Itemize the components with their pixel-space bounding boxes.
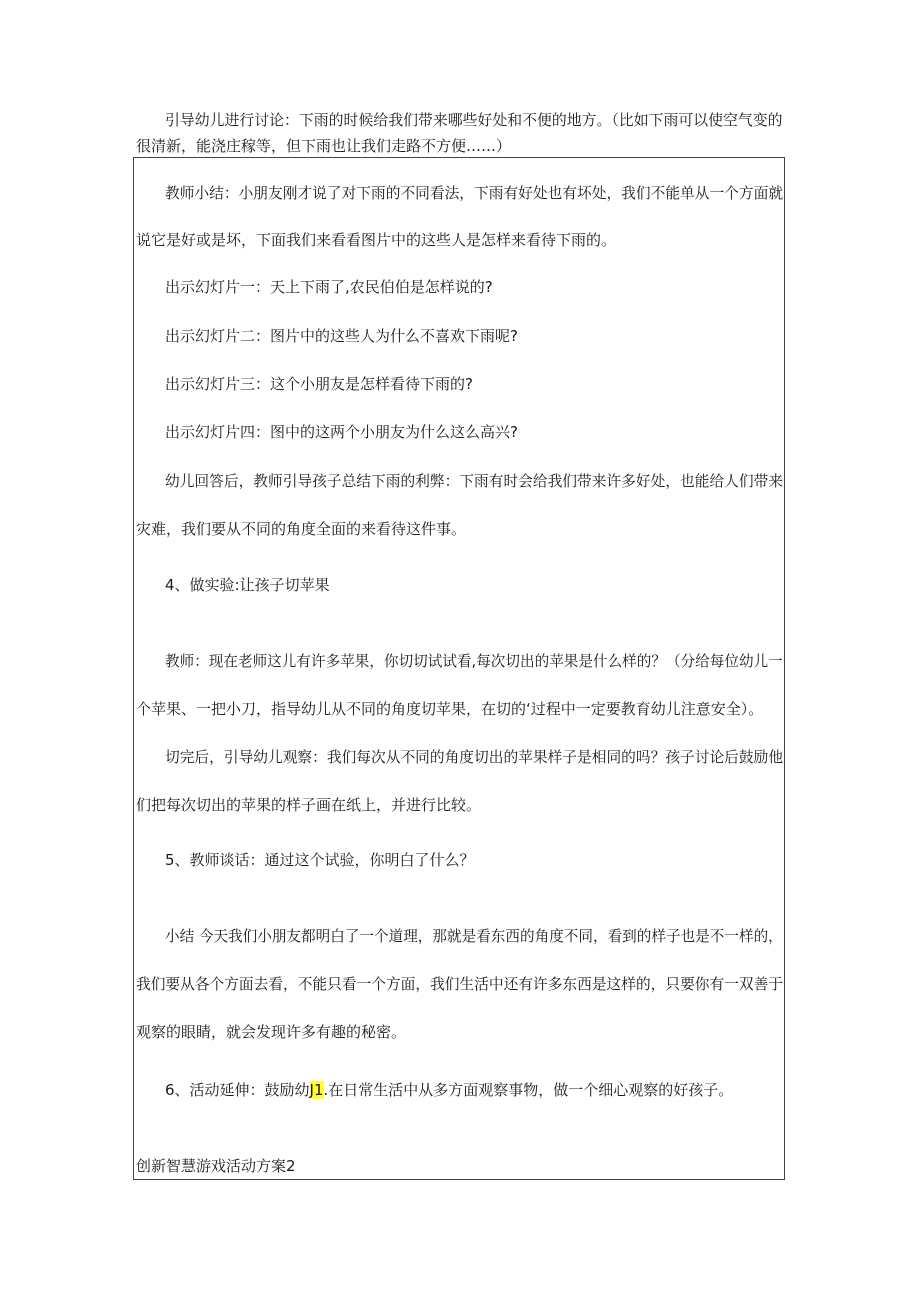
step-5: 5、教师谈话：通过这个试验，你明白了什么？ [165, 851, 475, 869]
slide-3: 出示幻灯片三：这个小朋友是怎样看待下雨的? [165, 375, 473, 393]
slide-1: 出示幻灯片一：天上下雨了,农民伯伯是怎样说的? [165, 278, 493, 296]
conclusion-line-2: 我们要从各个方面去看，不能只看一个方面，我们生活中还有许多东西是这样的，只要你有一双善于 [136, 975, 784, 993]
slide-4: 出示幻灯片四：图中的这两个小朋友为什么这么高兴? [165, 423, 518, 441]
step-6 [165, 1080, 733, 1100]
teacher-line-1: 教师：现在老师这儿有许多苹果，你切切试试看,每次切出的苹果是什么样的？（分给每位幼儿一 [165, 652, 783, 670]
intro-line-2: 很清新，能浇庄稼等，但下雨也让我们走路不方便……） [136, 137, 512, 155]
step-6-text-start: 6、活动延伸：鼓励幼 [165, 1081, 310, 1099]
answer-line-2: 灾难，我们要从不同的角度全面的来看待这件事。 [136, 520, 467, 538]
next-section-title: 创新智慧游戏活动方案2 [136, 1157, 296, 1175]
summary-line-2: 说它是好或是坏，下面我们来看看图片中的这些人是怎样来看待下雨的。 [136, 231, 617, 249]
conclusion-line-1: 小结 今天我们小朋友都明白了一个道理，那就是看东西的角度不同，看到的样子也是不一样的， [165, 927, 783, 945]
conclusion-line-3: 观察的眼睛，就会发现许多有趣的秘密。 [136, 1023, 407, 1041]
teacher-line-2: 个苹果、一把小刀，指导幼儿从不同的角度切苹果，在切的‘过程中一定要教育幼儿注意安全）。 [136, 700, 764, 718]
step-6-highlight: J1 [309, 1081, 324, 1099]
step-4: 4、做实验:让孩子切苹果 [165, 576, 330, 594]
after-line-1: 切完后，引导幼儿观察：我们每次从不同的角度切出的苹果样子是相同的吗？孩子讨论后鼓励他 [165, 748, 784, 766]
summary-line-1: 教师小结：小朋友刚才说了对下雨的不同看法，下雨有好处也有坏处，我们不能单从一个方面就 [165, 184, 784, 202]
after-line-2: 们把每次切出的苹果的样子画在纸上，并进行比较。 [136, 796, 482, 814]
answer-line-1: 幼儿回答后，教师引导孩子总结下雨的利弊：下雨有时会给我们带来许多好处，也能给人们带来 [165, 472, 784, 490]
step-6-text-end: .在日常生活中从多方面观察事物，做一个细心观察的好孩子。 [323, 1081, 734, 1099]
intro-line-1: 引导幼儿进行讨论：下雨的时候给我们带来哪些好处和不便的地方。（比如下雨可以使空气变的 [165, 111, 783, 129]
slide-2: 出示幻灯片二：图片中的这些人为什么不喜欢下雨呢? [165, 327, 518, 345]
